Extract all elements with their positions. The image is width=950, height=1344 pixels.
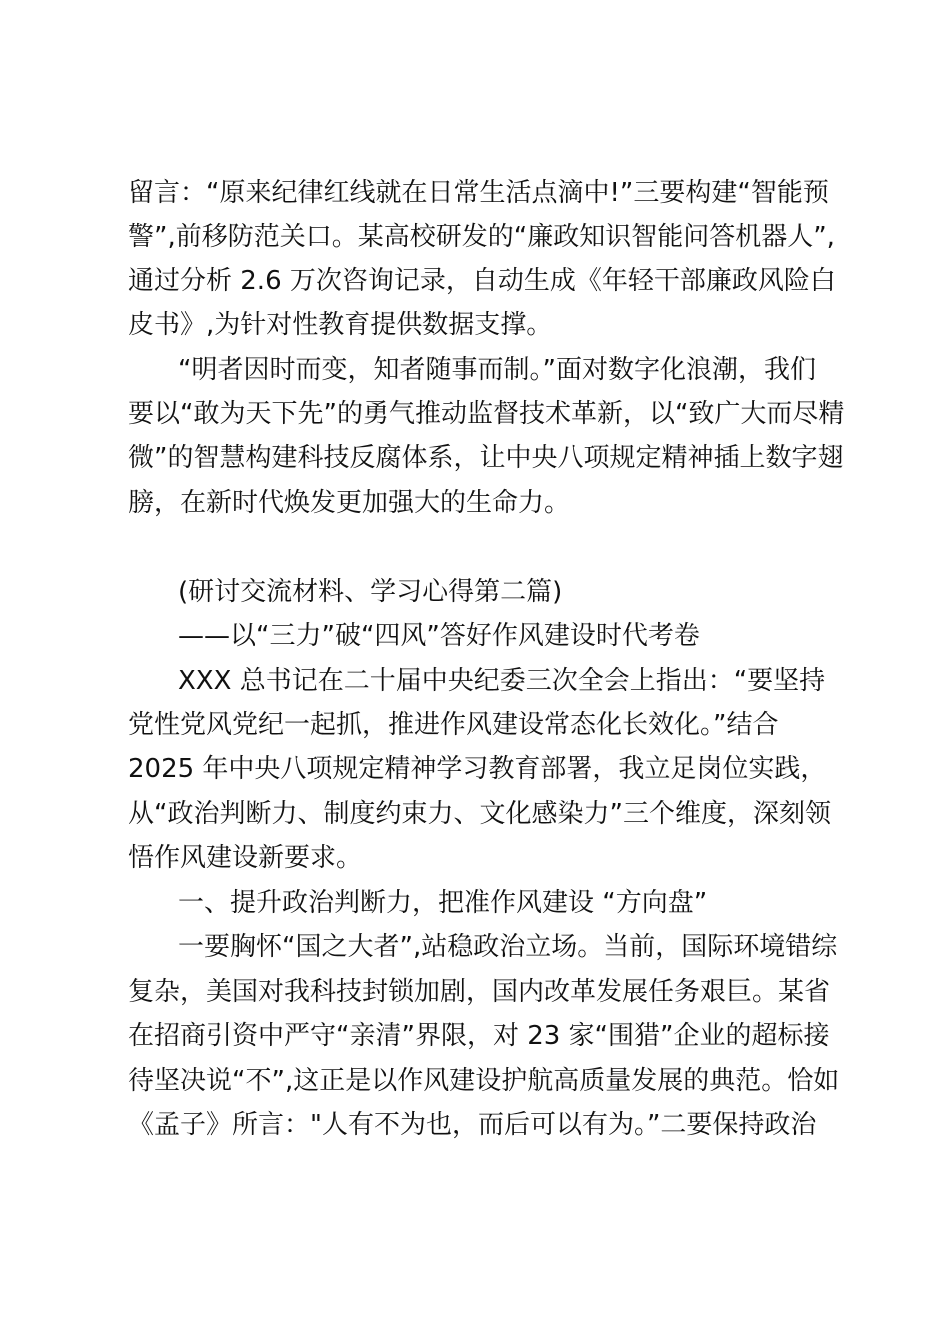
text-line-17: 一要胸怀“国之大者”,站稳政治立场。当前，国际环境错综	[178, 932, 838, 962]
text-line-4: 皮书》,为针对性教育提供数据支撑。	[128, 310, 553, 340]
section-heading: 一、提升政治判断力，把准作风建设 “方向盘”	[178, 888, 708, 918]
text-line-13: 2025 年中央八项规定精神学习教育部署，我立足岗位实践，	[128, 754, 827, 784]
text-line-2: 警”,前移防范关口。某高校研发的“廉政知识智能问答机器人”,	[128, 222, 835, 252]
text-line-12: 党性党风党纪一起抓，推进作风建设常态化长效化。”结合	[128, 710, 779, 740]
text-line-7: 微”的智慧构建科技反腐体系，让中央八项规定精神插上数字翅	[128, 443, 844, 473]
text-line-5: “明者因时而变，知者随事而制。”面对数字化浪潮，我们	[178, 355, 816, 385]
text-line-14: 从“政治判断力、制度约束力、文化感染力”三个维度，深刻领	[128, 799, 831, 829]
text-line-18: 复杂，美国对我科技封锁加剧，国内改革发展任务艰巨。某省	[128, 977, 831, 1007]
text-line-8: 膀，在新时代焕发更加强大的生命力。	[128, 488, 571, 518]
text-line-3: 通过分析 2.6 万次咨询记录，自动生成《年轻干部廉政风险白	[128, 266, 836, 296]
section-note: (研讨交流材料、学习心得第二篇)	[178, 577, 563, 607]
text-line-20: 待坚决说“不”,这正是以作风建设护航高质量发展的典范。恰如	[128, 1066, 840, 1096]
text-line-6: 要以“敢为天下先”的勇气推动监督技术革新，以“致广大而尽精	[128, 399, 845, 429]
text-line-1: 留言：“原来纪律红线就在日常生活点滴中!”三要构建“智能预	[128, 178, 829, 208]
section-subtitle: ——以“三力”破“四风”答好作风建设时代考卷	[178, 621, 700, 651]
text-line-15: 悟作风建设新要求。	[128, 843, 363, 873]
text-line-21: 《孟子》所言："人有不为也，而后可以有为。”二要保持政治	[128, 1110, 817, 1140]
text-line-11: XXX 总书记在二十届中央纪委三次全会上指出：“要坚持	[178, 666, 826, 696]
text-line-19: 在招商引资中严守“亲清”界限，对 23 家“围猎”企业的超标接	[128, 1021, 830, 1051]
